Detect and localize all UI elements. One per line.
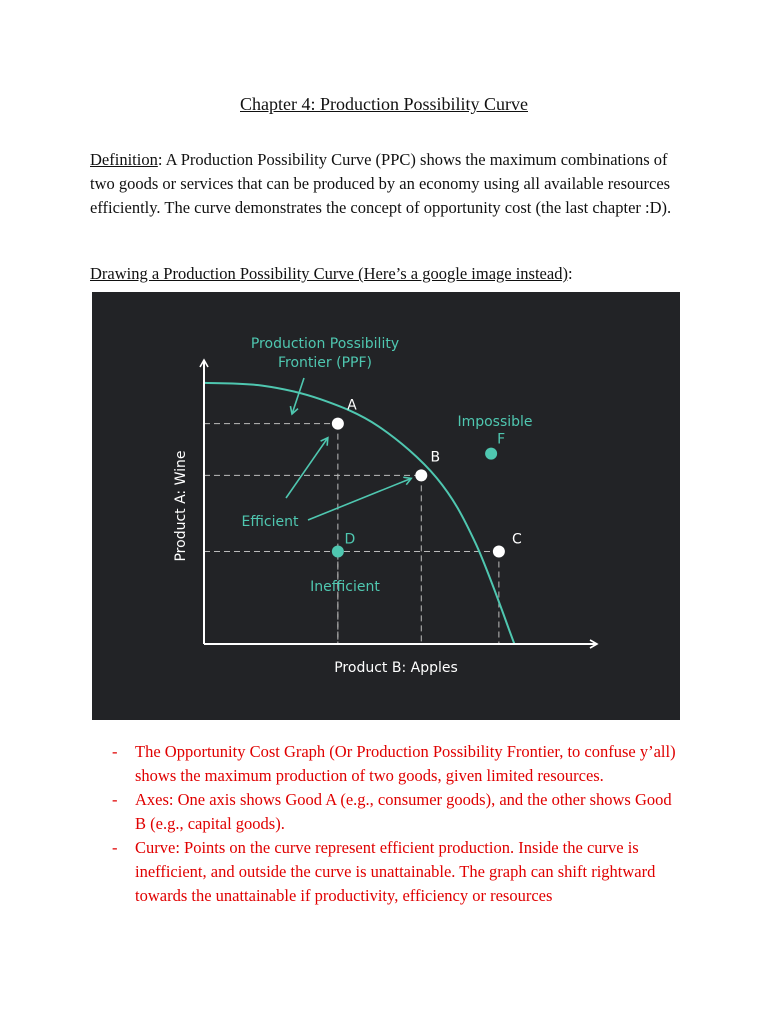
arrow-title-to-curve bbox=[292, 378, 304, 414]
point-d bbox=[332, 546, 344, 558]
impossible-label: Impossible bbox=[457, 414, 533, 430]
drawing-heading bbox=[90, 262, 680, 286]
arrow-efficient-to-b bbox=[308, 478, 411, 520]
arrow-efficient-to-a bbox=[286, 438, 328, 498]
bullet-item bbox=[112, 740, 682, 788]
point-label-a: A bbox=[347, 397, 357, 414]
bullet-list bbox=[112, 740, 682, 908]
chart-title-line-1: Production Possibility bbox=[250, 336, 400, 352]
point-c bbox=[493, 546, 505, 558]
point-f bbox=[485, 448, 497, 460]
drawing-heading-suffix: : bbox=[567, 264, 573, 283]
bullet-text: Curve: Points on the curve represent efficient production. Inside the curve is inefficient, and outside the curve is unattainable. The graph can shift rightward towards the unattainable if productivity, efficiency or resources bbox=[135, 838, 656, 905]
inefficient-label: Inefficient bbox=[310, 579, 380, 595]
point-label-b: B bbox=[430, 449, 441, 466]
bullet-text: Axes: One axis shows Good A (e.g., consumer goods), and the other shows Good B (e.g., capital goods). bbox=[135, 790, 672, 833]
ppf-chart-svg bbox=[92, 292, 680, 720]
definition-paragraph bbox=[90, 148, 680, 220]
bullet-dash: - bbox=[112, 790, 118, 809]
y-axis-label: Product A: Wine bbox=[173, 450, 189, 562]
chart-title-line-2: Frontier (PPF) bbox=[278, 355, 372, 371]
bullet-item bbox=[112, 836, 682, 908]
point-label-f: F bbox=[497, 431, 506, 448]
page-title: Chapter 4: Production Possibility Curve bbox=[240, 94, 528, 114]
definition-text: : A Production Possibility Curve (PPC) shows the maximum combinations of two goods or services that can be produced by an economy using all available resources efficiently. The curve demonstrates the concept of opportunity cost (the last chapter :D). bbox=[90, 150, 672, 217]
point-b bbox=[415, 469, 427, 481]
efficient-label: Efficient bbox=[241, 514, 299, 530]
bullet-dash: - bbox=[112, 742, 118, 761]
bullet-dash: - bbox=[112, 838, 118, 857]
drawing-heading-text: Drawing a Production Possibility Curve (Here’s a google image instead) bbox=[90, 264, 568, 283]
bullet-item bbox=[112, 788, 682, 836]
ppf-chart bbox=[92, 292, 680, 720]
x-axis-label: Product B: Apples bbox=[334, 660, 458, 676]
bullet-text: The Opportunity Cost Graph (Or Production Possibility Frontier, to confuse y’all) shows the maximum production of two goods, given limited resources. bbox=[135, 742, 676, 785]
point-label-c: C bbox=[511, 531, 522, 548]
definition-label: Definition bbox=[90, 150, 158, 169]
point-label-d: D bbox=[344, 531, 356, 548]
point-a bbox=[332, 418, 344, 430]
